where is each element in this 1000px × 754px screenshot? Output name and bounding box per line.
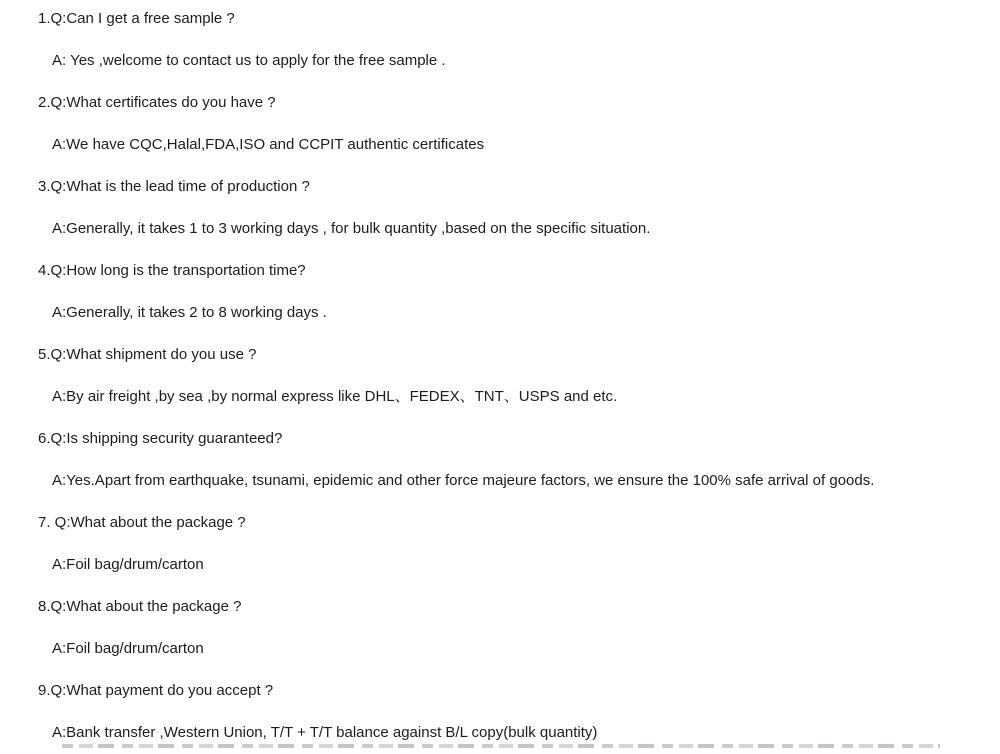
faq-answer-7: A:Foil bag/drum/carton — [52, 556, 204, 573]
faq-question-6: 6.Q:Is shipping security guaranteed? — [38, 430, 283, 447]
faq-question-4: 4.Q:How long is the transportation time? — [38, 262, 306, 279]
faq-answer-1: A: Yes ,welcome to contact us to apply for the free sample . — [52, 52, 446, 69]
faq-answer-3: A:Generally, it takes 1 to 3 working days , for bulk quantity ,based on the specific situation. — [52, 220, 651, 237]
faq-question-1: 1.Q:Can I get a free sample ? — [38, 10, 235, 27]
faq-answer-9: A:Bank transfer ,Western Union, T/T + T/T balance against B/L copy(bulk quantity) — [52, 724, 598, 741]
faq-question-7: 7. Q:What about the package ? — [38, 514, 246, 531]
faq-question-5: 5.Q:What shipment do you use ? — [38, 346, 257, 363]
clipped-next-line — [62, 744, 940, 748]
faq-question-2: 2.Q:What certificates do you have ? — [38, 94, 276, 111]
faq-answer-5: A:By air freight ,by sea ,by normal express like DHL、FEDEX、TNT、USPS and etc. — [52, 388, 618, 405]
faq-question-3: 3.Q:What is the lead time of production ? — [38, 178, 310, 195]
faq-question-8: 8.Q:What about the package ? — [38, 598, 242, 615]
faq-answer-4: A:Generally, it takes 2 to 8 working days . — [52, 304, 327, 321]
faq-answer-2: A:We have CQC,Halal,FDA,ISO and CCPIT authentic certificates — [52, 136, 485, 153]
faq-answer-8: A:Foil bag/drum/carton — [52, 640, 204, 657]
faq-answer-6: A:Yes.Apart from earthquake, tsunami, epidemic and other force majeure factors, we ensure the 100% safe arrival of goods. — [52, 472, 875, 489]
faq-question-9: 9.Q:What payment do you accept ? — [38, 682, 274, 699]
